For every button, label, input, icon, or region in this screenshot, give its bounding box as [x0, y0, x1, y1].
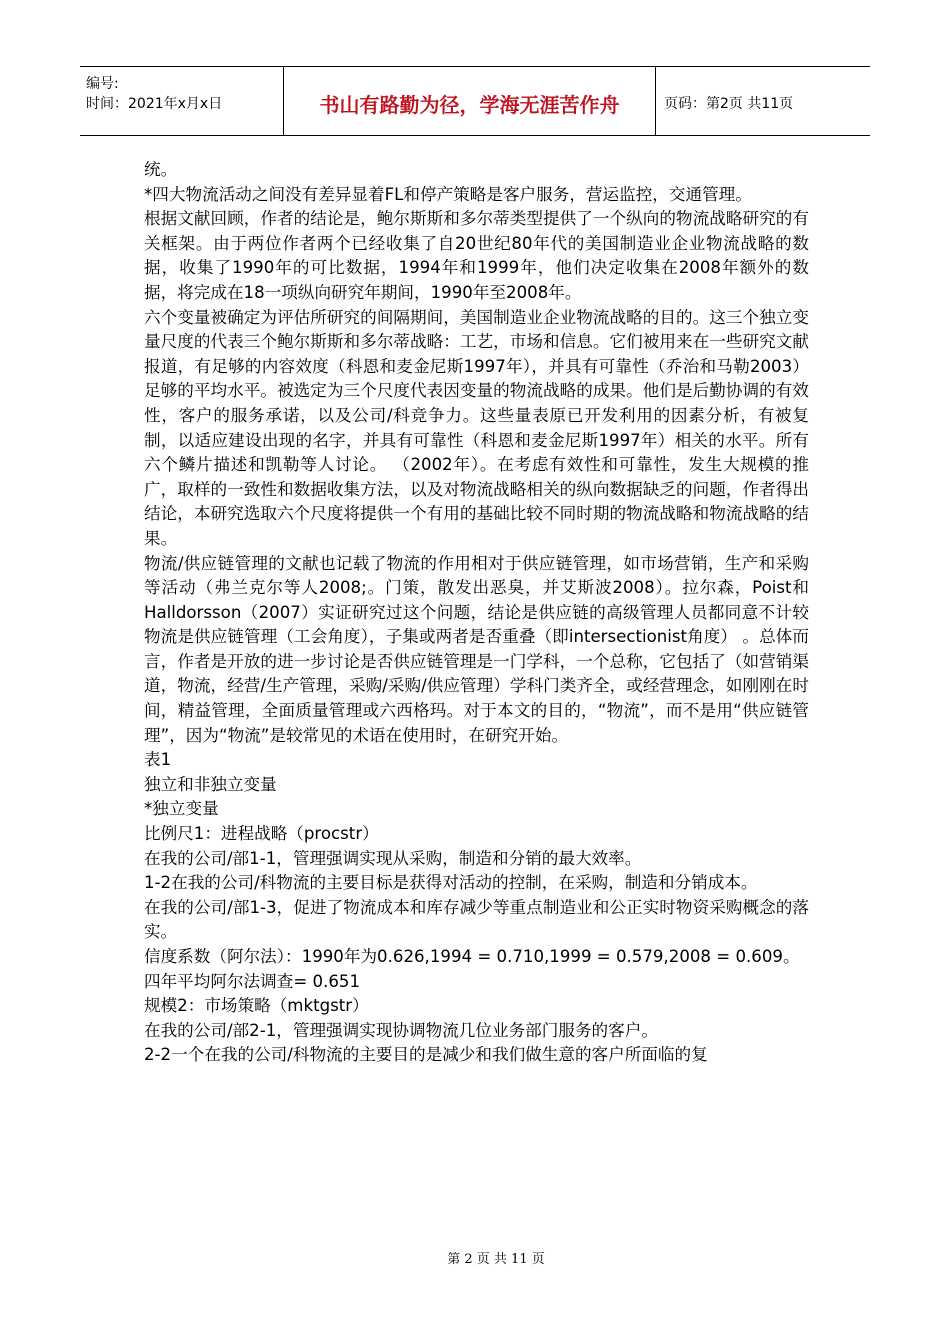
paragraph: *四大物流活动之间没有差异显着FL和停产策略是客户服务，营运监控，交通管理。	[144, 184, 752, 204]
header-motto-cell	[283, 67, 656, 135]
header-motto: 书山有路勤为径，学海无涯苦作舟	[319, 92, 620, 117]
average-alpha-line: 四年平均阿尔法调查= 0.651	[144, 971, 361, 991]
table-caption: 表1	[144, 750, 172, 770]
document-body	[144, 158, 809, 1068]
paragraph: 物流/供应链管理的文献也记载了物流的作用相对于供应链管理，如市场营销，生产和采购等活动（弗兰克尔等人2008;。门策，散发出恶臭，并艾斯波2008）。拉尔森，Poist和Halldorsson（2007）实证研究过这个问题，结论是供应链的高级管理人员都同意不计较物流是供应链管理（工会角度），子集或两者是否重叠（即intersectionist角度） 。总体而言，作者是开放的进一步讨论是否供应链管理是一门学科，一个总称，它包括了（如营销渠道，物流，经营/生产管理，采购/采购/供应管理）学科门类齐全，或经营理念，如刚刚在时间，精益管理，全面质量管理或六西格玛。对于本文的目的，“物流”，而不是用“供应链管理”，因为“物流”是较常见的术语在使用时，在研究开始。	[144, 553, 809, 745]
scale-item: 在我的公司/部2-1，管理强调实现协调物流几位业务部门服务的客户。	[144, 1020, 658, 1040]
reliability-line: 信度系数（阿尔法）：1990年为0.626,1994 = 0.710,1999 = 0.579,2008 = 0.609。	[144, 947, 800, 966]
header-meta	[80, 67, 283, 135]
paragraph: 统。	[144, 160, 178, 179]
table-title: 独立和非独立变量	[144, 774, 277, 794]
section-heading: *独立变量	[144, 799, 219, 819]
scale-item: 在我的公司/部1-3，促进了物流成本和库存减少等重点制造业和公正实时物资采购概念的落实。	[144, 897, 809, 942]
scale-heading: 比例尺1：进程战略（procstr）	[144, 824, 379, 844]
document-date: 时间：2021年x月x日	[86, 96, 223, 112]
header-page-info: 页码：第2页 共11页	[664, 96, 794, 112]
paragraph: 六个变量被确定为评估所研究的间隔期间，美国制造业企业物流战略的目的。这三个独立变量尺度的代表三个鲍尔斯斯和多尔蒂战略：工艺，市场和信息。它们被用来在一些研究文献报道，有足够的内容效度（科恩和麦金尼斯1997年），并具有可靠性（乔治和马勒2003）足够的平均水平。被选定为三个尺度代表因变量的物流战略的成果。他们是后勤协调的有效性，客户的服务承诺，以及公司/科竞争力。这些量表原已开发利用的因素分析，有被复制，以适应建设出现的名字，并具有可靠性（科恩和麦金尼斯1997年）相关的水平。所有六个鳞片描述和凯勒等人讨论。 （2002年）。在考虑有效性和可靠性，发生大规模的推广，取样的一致性和数据收集方法，以及对物流战略相关的纵向数据缺乏的问题，作者得出结论，本研究选取六个尺度将提供一个有用的基础比较不同时期的物流战略和物流战略的结果。	[144, 307, 809, 548]
page-footer	[0, 1248, 950, 1267]
paragraph: 根据文献回顾，作者的结论是，鲍尔斯斯和多尔蒂类型提供了一个纵向的物流战略研究的有关框架。由于两位作者两个已经收集了自20世纪80年代的美国制造业企业物流战略的数据，收集了1990年的可比数据，1994年和1999年，他们决定收集在2008年额外的数据，将完成在18一项纵向研究年期间，1990年至2008年。	[144, 209, 809, 302]
scale-heading: 规模2：市场策略（mktgstr）	[144, 996, 369, 1016]
scale-item: 在我的公司/部1-1，管理强调实现从采购，制造和分销的最大效率。	[144, 848, 642, 868]
page-header	[80, 66, 870, 136]
header-page-info-cell	[656, 67, 870, 135]
document-number-label: 编号:	[86, 76, 119, 92]
scale-item: 1-2在我的公司/科物流的主要目标是获得对活动的控制，在采购，制造和分销成本。	[144, 873, 758, 893]
footer-page-number: 第 2 页 共 11 页	[447, 1252, 545, 1267]
scale-item: 2-2一个在我的公司/科物流的主要目的是减少和我们做生意的客户所面临的复	[144, 1045, 708, 1065]
